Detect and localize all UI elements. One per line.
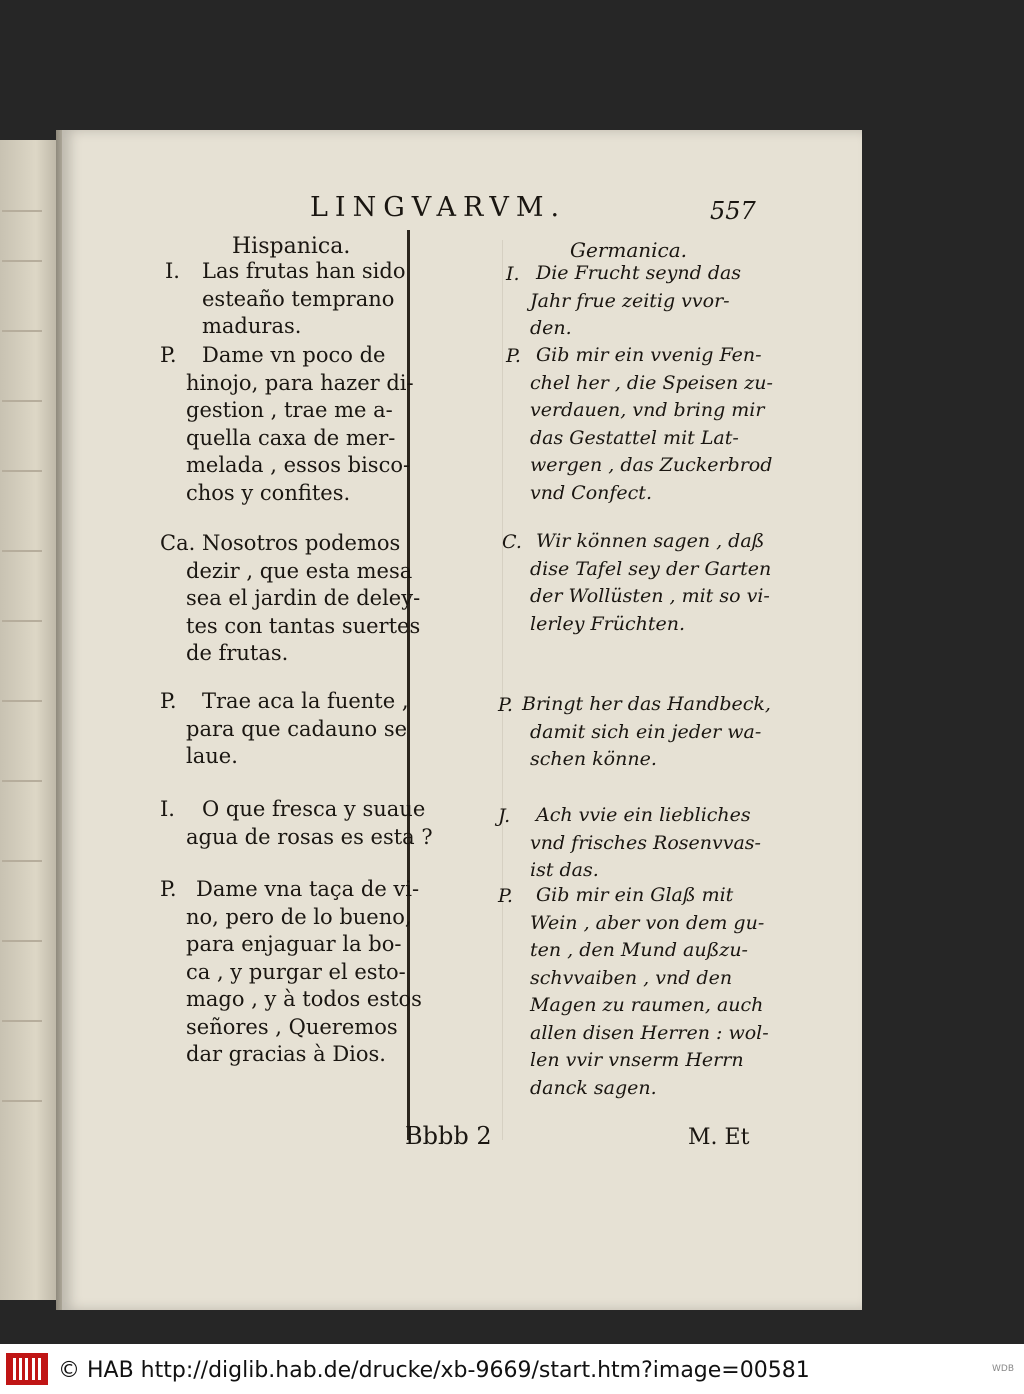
dialogue-paragraph: Wir können sagen , daß dise Tafel sey der Garten der Wollüsten , mit so vi- lerley Früchten. <box>530 530 772 635</box>
credit-mark: WDB <box>991 1364 1014 1374</box>
book-page <box>62 130 862 1310</box>
hab-logo-icon <box>6 1353 48 1385</box>
speaker-label: I. <box>506 263 520 285</box>
column-heading-spanish: Hispanica. <box>232 234 351 259</box>
dialogue-paragraph: Gib mir ein Glaß mit Wein , aber von dem gu- ten , den Mund außzu- schvvaiben , vnd den Magen zu raumen, auch allen disen Herren : wol- len vvir vnserm Herrn danck sagen. <box>530 884 769 1099</box>
dialogue-paragraph: Dame vna taça de vi- no, pero de lo bueno, para enjaguar la bo- ca , y purgar el esto- mago , y à todos estos señores , Queremos dar gracias à Dios. <box>186 877 422 1066</box>
dialogue-paragraph: Bringt her das Handbeck, damit sich ein jeder wa- schen könne. <box>522 693 771 770</box>
catchword: M. Et <box>688 1125 750 1150</box>
show-through-rule <box>502 240 503 1140</box>
dialogue-paragraph: O que fresca y suaue agua de rosas es esta ? <box>186 797 433 849</box>
dialogue-paragraph: Las frutas han sido esteaño temprano maduras. <box>202 259 406 338</box>
speaker-label: P. <box>160 343 177 367</box>
speaker-label: P. <box>498 885 513 907</box>
speaker-label: Ca. <box>160 531 196 555</box>
speaker-label: C. <box>502 531 522 553</box>
speaker-label: P. <box>160 689 177 713</box>
running-title: LINGVARVM. <box>310 192 567 223</box>
speaker-label: P. <box>498 694 513 716</box>
dialogue-paragraph: Nosotros podemos dezir , que esta mesa sea el jardin de deley- tes con tantas suertes de frutas. <box>186 531 421 665</box>
dialogue-paragraph: Die Frucht seynd das Jahr frue zeitig vvor- den. <box>530 262 742 339</box>
speaker-label: P. <box>506 345 521 367</box>
speaker-label: J. <box>498 805 511 827</box>
speaker-label: I. <box>160 797 175 821</box>
dialogue-paragraph: Dame vn poco de hinojo, para hazer di- gestion , trae me a- quella caxa de mer- melada , essos bisco- chos y confites. <box>186 343 414 505</box>
speaker-label: I. <box>165 259 180 283</box>
speaker-label: P. <box>160 877 177 901</box>
dialogue-paragraph: Ach vvie ein liebliches vnd frisches Rosenvvas- ist das. <box>530 804 761 881</box>
dialogue-paragraph: Gib mir ein vvenig Fen- chel her , die Speisen zu- verdauen, vnd bring mir das Gestattel mit Lat- wergen , das Zuckerbrod vnd Confect. <box>530 344 773 504</box>
signature-mark: Bbbb 2 <box>405 1122 492 1150</box>
page-number: 557 <box>710 197 756 225</box>
dialogue-paragraph: Trae aca la fuente , para que cadauno se laue. <box>186 689 409 768</box>
credit-link[interactable]: © HAB http://diglib.hab.de/drucke/xb-9669/start.htm?image=00581 <box>58 1358 810 1383</box>
facing-page-edge <box>0 140 60 1300</box>
column-heading-german: Germanica. <box>570 238 688 262</box>
